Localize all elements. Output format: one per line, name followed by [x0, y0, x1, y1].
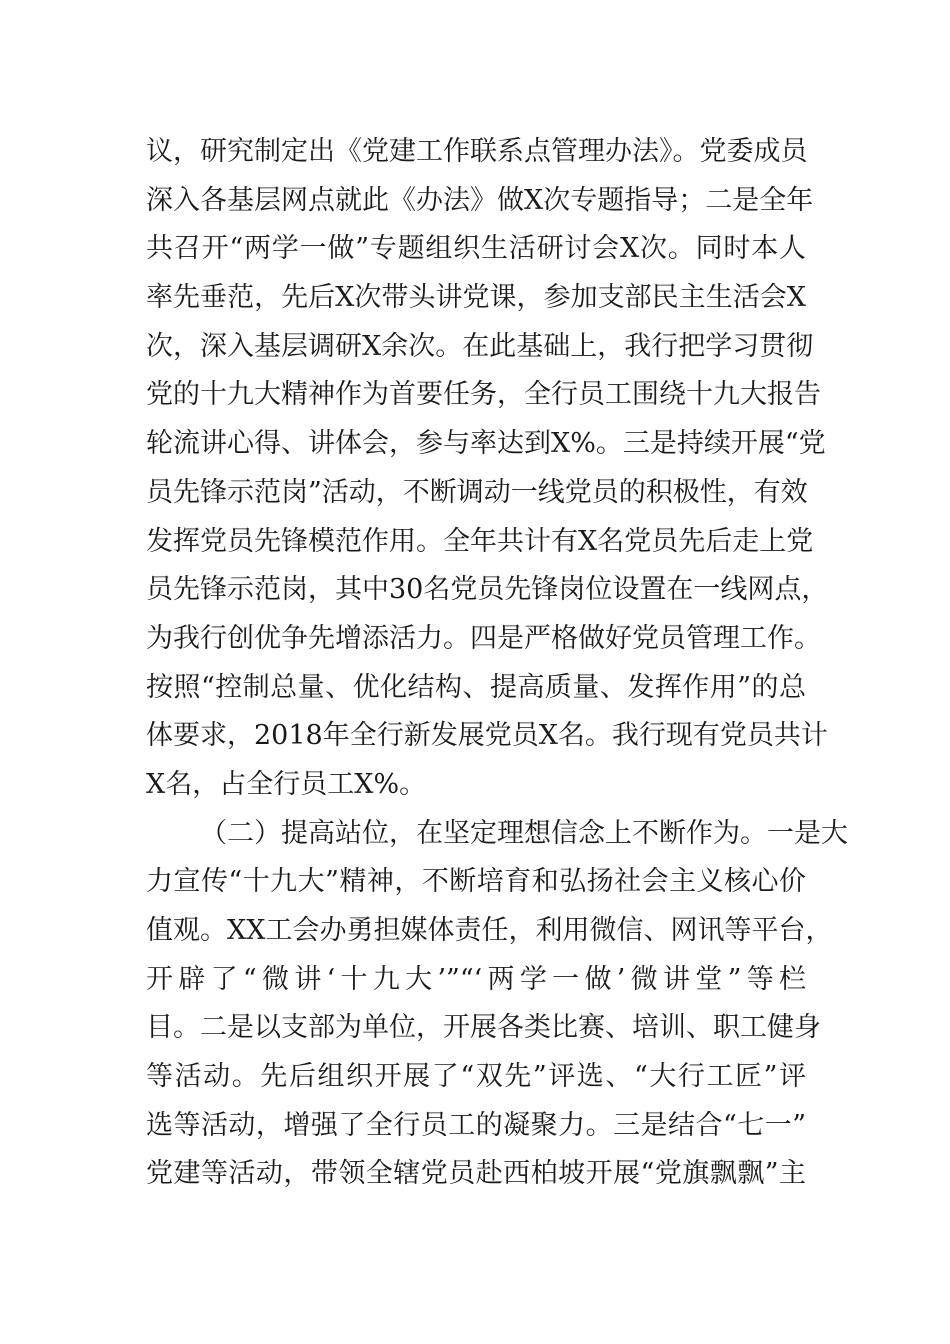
- document-body: [146, 128, 848, 1199]
- text-line: 员先锋示范岗”活动，不断调动一线党员的积极性，有效: [146, 476, 808, 508]
- text-line: X名，占全行员工X%。: [146, 768, 427, 800]
- text-line: 轮流讲心得、讲体会，参与率达到X%。三是持续开展“党: [146, 428, 826, 460]
- paragraph-ideals-and-beliefs: [146, 810, 848, 1200]
- text-line: 体要求，2018年全行新发展党员X名。我行现有党员共计: [146, 720, 828, 752]
- text-line: 值观。XX工会办勇担媒体责任，利用微信、网讯等平台，: [146, 915, 833, 946]
- text-line: 等活动。先后组织开展了“双先”评选、“大行工匠”评: [146, 1061, 806, 1093]
- text-line: 目。二是以支部为单位，开展各类比赛、培训、职工健身: [146, 1012, 821, 1044]
- text-line: 率先垂范，先后X次带头讲党课，参加支部民主生活会X: [146, 282, 806, 314]
- text-line: 党的十九大精神作为首要任务，全行员工围绕十九大报告: [146, 379, 821, 411]
- text-line: 党建等活动，带领全辖党员赴西柏坡开展“党旗飘飘”主: [146, 1158, 806, 1190]
- paragraph-party-building-work: [146, 128, 829, 810]
- text-line: 力宣传“十九大”精神，不断培育和弘扬社会主义核心价: [146, 866, 806, 898]
- text-line: 按照“控制总量、优化结构、提高质量、发挥作用”的总: [146, 671, 806, 703]
- text-line: 员先锋示范岗，其中30名党员先锋岗位设置在一线网点，: [146, 574, 829, 606]
- text-line: （二）提高站位，在坚定理想信念上不断作为。一是大: [200, 817, 848, 849]
- text-line: 选等活动，增强了全行员工的凝聚力。三是结合“七一”: [146, 1109, 806, 1141]
- text-line: 次，深入基层调研X余次。在此基础上，我行把学习贯彻: [146, 330, 814, 362]
- text-line: 为我行创优争先增添活力。四是严格做好党员管理工作。: [146, 622, 821, 654]
- text-line: 深入各基层网点就此《办法》做X次专题指导；二是全年: [146, 184, 814, 216]
- text-line: 议，研究制定出《党建工作联系点管理办法》。党委成员: [146, 136, 808, 167]
- text-line: 发挥党员先锋模范作用。全年共计有X名党员先后走上党: [146, 525, 814, 557]
- text-line: 开辟了“微讲‘十九大’”“‘两学一做’微讲堂”等栏: [146, 963, 806, 995]
- text-line: 共召开“两学一做”专题组织生活研讨会X次。同时本人: [146, 233, 806, 265]
